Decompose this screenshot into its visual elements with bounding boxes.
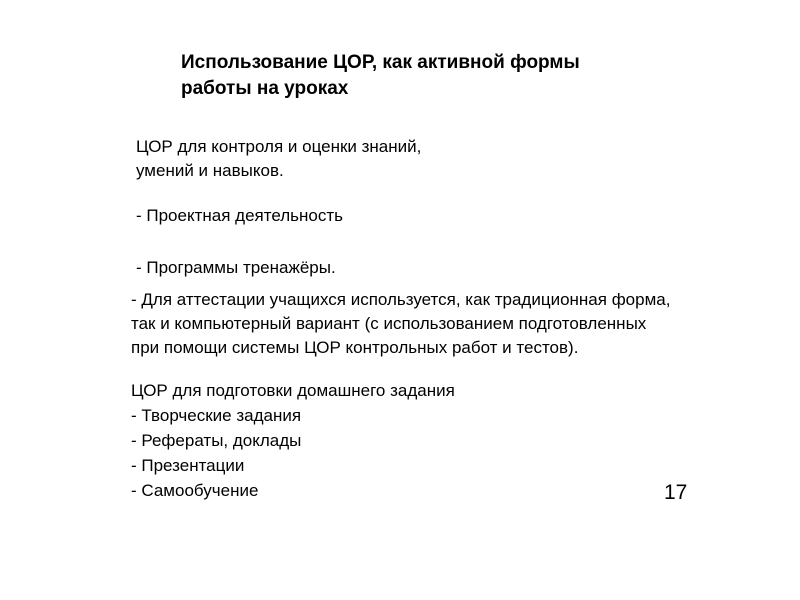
slide-title — [181, 50, 580, 102]
attestation-line-2: так и компьютерный вариант (с использованием подготовленных — [131, 314, 647, 333]
control-section-line-1: ЦОР для контроля и оценки знаний, — [136, 137, 422, 156]
homework-item-self-study: - Самообучение — [131, 481, 259, 500]
attestation-line-1: - Для аттестации учащихся используется, как традиционная форма, — [131, 290, 671, 309]
homework-item-reports: - Рефераты, доклады — [131, 431, 302, 450]
slide-title-line-1: Использование ЦОР, как активной формы — [181, 52, 580, 73]
attestation-paragraph — [131, 288, 670, 360]
homework-section — [131, 378, 455, 503]
trainer-programs-item: - Программы тренажёры. — [136, 258, 336, 277]
homework-heading: ЦОР для подготовки домашнего задания — [131, 381, 455, 400]
control-section — [136, 135, 421, 183]
homework-item-creative: - Творческие задания — [131, 406, 302, 425]
attestation-line-3: при помощи системы ЦОР контрольных работ и тестов). — [131, 338, 579, 357]
slide-title-line-2: работы на уроках — [181, 78, 349, 99]
control-section-line-2: умений и навыков. — [136, 161, 284, 180]
page-number: 17 — [664, 481, 688, 504]
project-activity-item: - Проектная деятельность — [136, 206, 343, 225]
homework-item-presentations: - Презентации — [131, 456, 245, 475]
